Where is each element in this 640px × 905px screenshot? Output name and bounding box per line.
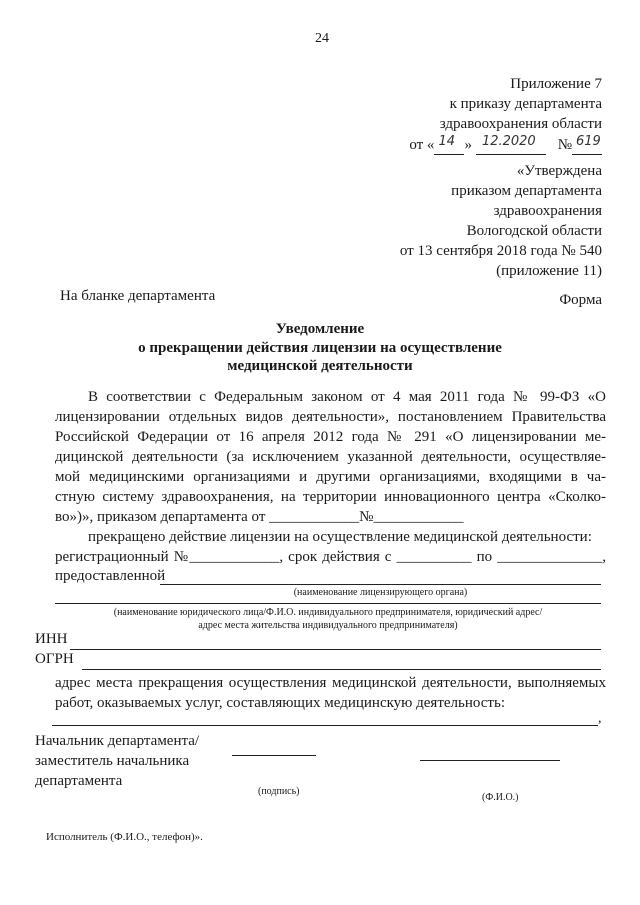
approved-line-4: Вологодской области (466, 223, 602, 239)
appendix-order-ref: к приказу департамента (449, 96, 602, 112)
entity-caption-2: адрес места жительства индивидуального предпринимателя) (198, 620, 458, 631)
approved-line-6: (приложение 11) (496, 263, 602, 279)
address-line-2: работ, оказываемых услуг, составляющих медицинскую деятельность: (55, 695, 505, 711)
p1-line-2: лицензировании отдельных видов деятельности», постановлением Правительства (55, 409, 606, 425)
p2-line-3: предоставленной (55, 568, 166, 584)
approved-line-1: «Утверждена (516, 163, 602, 179)
p1-line-1: В соответствии с Федеральным законом от 4 мая 2011 года № 99-ФЗ «О (88, 389, 606, 405)
title-line-3: медицинской деятельности (227, 358, 413, 374)
approved-line-3: здравоохранения (493, 203, 602, 219)
address-line-1: адрес места прекращения осуществления медицинской деятельности, выполняемых (55, 675, 606, 691)
address-end-comma: , (598, 711, 602, 726)
provided-line (160, 584, 601, 585)
date-month-year: 12.2020 (481, 134, 536, 149)
order-number-field (572, 134, 602, 155)
date-prefix: от « (409, 137, 435, 153)
entity-line (55, 603, 601, 604)
signature-line-3: департамента (35, 773, 123, 789)
entity-caption-1: (наименование юридического лица/Ф.И.О. индивидуального предпринимателя, юридический адрес/ (113, 607, 543, 618)
ogrn-line (82, 669, 601, 670)
date-month-year-field (476, 134, 546, 155)
p2-line-2: регистрационный №____________, срок действия с __________ по ______________, (55, 549, 606, 565)
date-day: 14 (438, 134, 455, 149)
title-line-1: Уведомление (275, 321, 365, 337)
appendix-department: здравоохранения области (439, 116, 602, 132)
signature-line-1: Начальник департамента/ (35, 733, 200, 749)
inn-line (70, 649, 601, 650)
appendix-title: Приложение 7 (510, 76, 602, 92)
inn-label: ИНН (35, 631, 68, 647)
address-blank-line (52, 725, 598, 726)
form-label: Форма (559, 292, 602, 308)
signature-field (232, 755, 316, 756)
number-prefix: № (557, 137, 572, 153)
ogrn-label: ОГРН (35, 651, 74, 667)
licensing-body-caption: (наименование лицензирующего органа) (293, 587, 468, 598)
approved-line-5: от 13 сентября 2018 года № 540 (399, 243, 602, 259)
blank-label: На бланке департамента (60, 288, 216, 304)
p1-line-7: во»)», приказом департамента от ____________№____________ (55, 509, 464, 525)
p1-line-3: Российской Федерации от 16 апреля 2012 года № 291 «О лицензировании ме- (55, 429, 606, 445)
fio-field (420, 760, 560, 761)
date-day-field (434, 134, 464, 155)
order-number: 619 (576, 134, 601, 149)
title-line-2: о прекращении действия лицензии на осуществление (138, 340, 502, 356)
p2-line-1: прекращено действие лицензии на осуществление медицинской деятельности: (88, 529, 592, 545)
p1-line-5: мой медицинскими организациями и другими организациями, входящими в ча- (55, 469, 606, 485)
date-mid: » (464, 137, 472, 153)
executor-note: Исполнитель (Ф.И.О., телефон)». (46, 831, 203, 843)
appendix-date-line (409, 134, 602, 155)
p1-line-4: дицинской деятельности (за исключением указанной деятельности, осуществляе- (55, 449, 606, 465)
page-number: 24 (315, 31, 329, 46)
approved-line-2: приказом департамента (451, 183, 602, 199)
p1-line-6: стную систему здравоохранения, на территории инновационного центра «Сколко- (55, 489, 606, 505)
signature-caption: (подпись) (258, 786, 300, 797)
signature-line-2: заместитель начальника (35, 753, 190, 769)
fio-caption: (Ф.И.О.) (482, 792, 519, 803)
